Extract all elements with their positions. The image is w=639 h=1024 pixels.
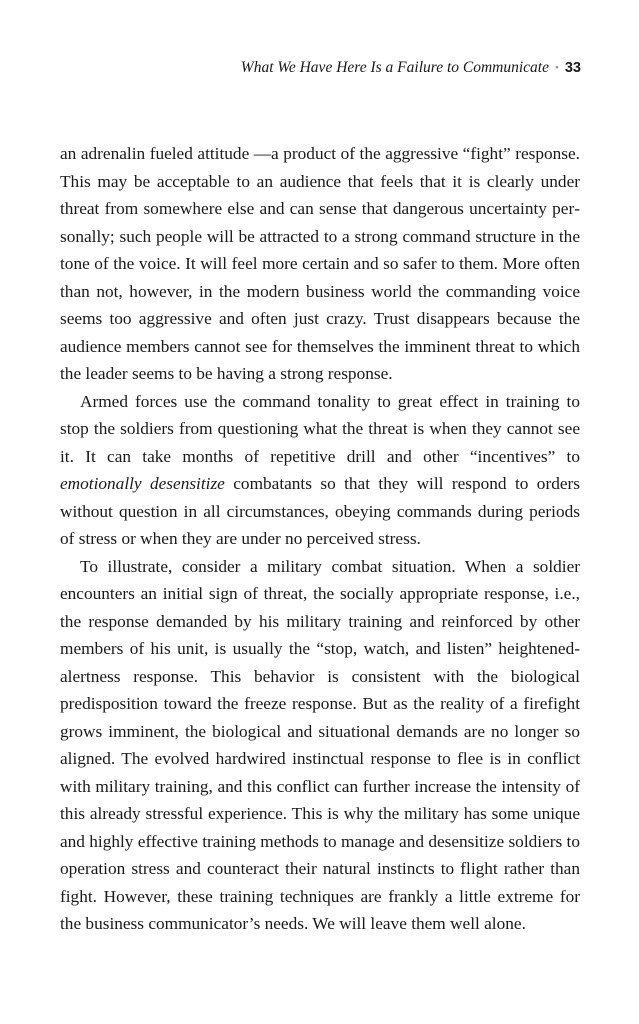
paragraph-3: To illustrate, consider a military combat situation. When a soldier encounters an initial sign of threat, the socially appropriate response, i.e., the response demanded by his military training and reinforced by other members of his unit, is usually the “stop, watch, and listen” heightened-alertness response. This behavior is consistent with the biological predisposition toward the freeze response. But as the reality of a firefight grows imminent, the biological and situational demands are no longer so aligned. The evolved hardwired instinctual response to flee is in conflict with military training, and this conflict can further increase the intensity of this already stressful experience. This is why the military has some unique and highly effective training methods to manage and desensitize soldiers to operation stress and counteract their natural instincts to flight rather than fight. However, these training techniques are frankly a little extreme for the business communicator’s needs. We will leave them well alone. [60,556,580,933]
separator-bullet: • [555,62,559,74]
body-text [60,140,580,938]
paragraph-2-before: Armed forces use the command tonality to great effect in training to stop the soldiers from questioning what the threat is when they cannot see it. It can take months of repetitive drill and other “incentives” to [60,391,580,466]
paragraph-2-after: combatants so that they will respond to orders without question in all circumstances, obeying commands during periods of stress or when they are under no perceived stress. [60,474,580,548]
paragraph-2 [60,388,580,553]
chapter-title: What We Have Here Is a Failure to Communicate [240,59,549,76]
running-head [241,58,581,79]
paragraph-1: an adrenalin fueled attitude —a product of the aggressive “fight” response. This may be acceptable to an audience that feels that it is clearly under threat from somewhere else and can sense that dangerous uncertainty personally; such people will be attracted to a strong command structure in the tone of the voice. It will feel more certain and so safer to them. More often than not, however, in the modern business world the commanding voice seems too aggressive and often just crazy. Trust disappears because the audience members cannot see for themselves the imminent threat to which the leader seems to be having a strong response. [60,144,580,383]
paragraph-2-emphasis: emotionally desensitize [60,474,225,493]
page-number: 33 [564,60,581,76]
